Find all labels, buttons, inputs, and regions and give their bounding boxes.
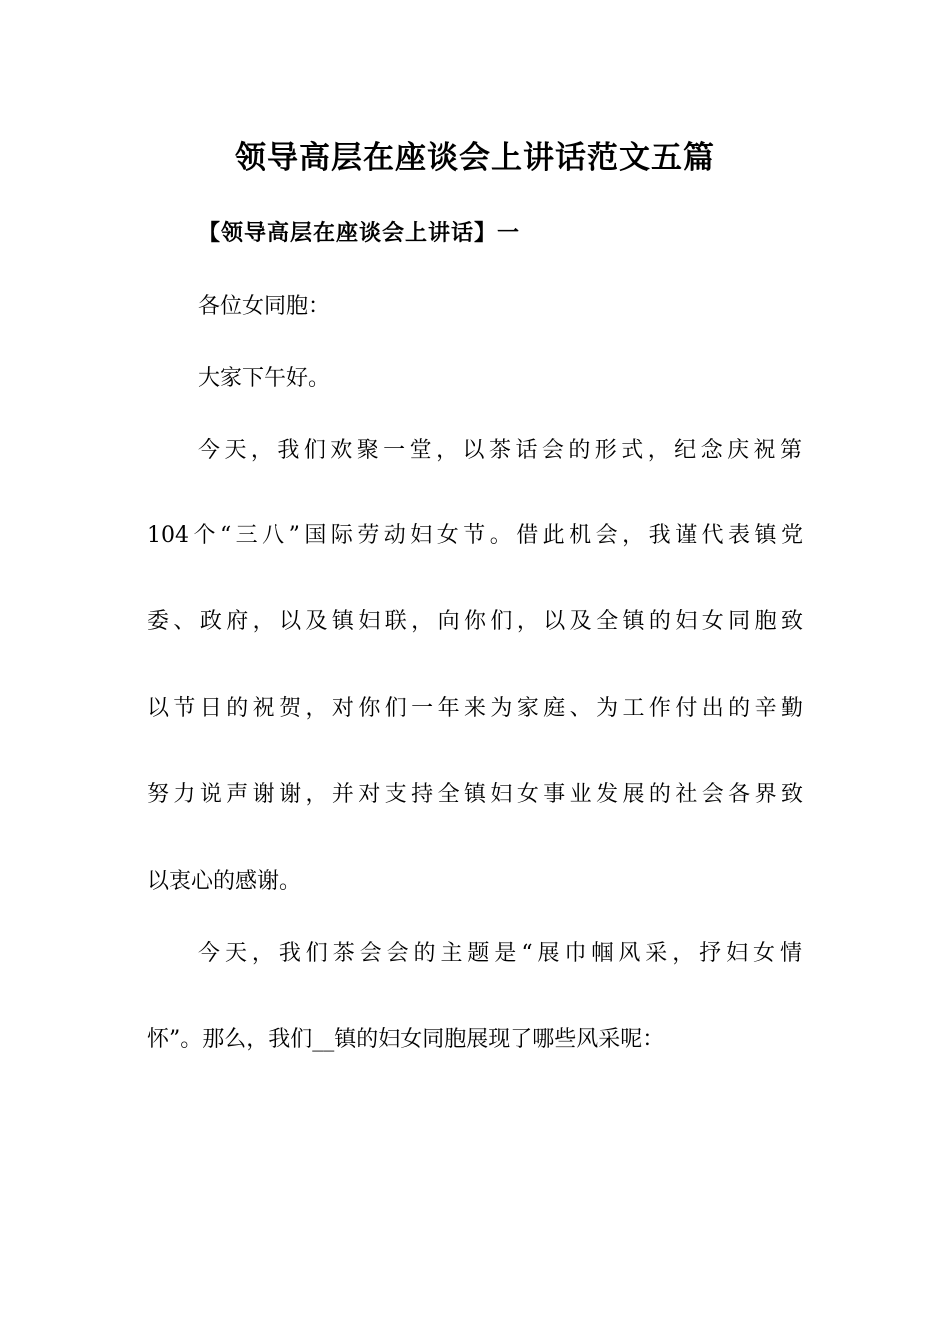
section-heading: 【领导高层在座谈会上讲话】一 bbox=[198, 221, 521, 246]
paragraph-line: 委、政府，以及镇妇联，向你们，以及全镇的妇女同胞致 bbox=[147, 609, 803, 634]
paragraph-line: 104个“三八”国际劳动妇女节。借此机会，我谨代表镇党 bbox=[147, 523, 803, 548]
salutation-line: 各位女同胞： bbox=[198, 294, 331, 319]
paragraph-line: 努力说声谢谢，并对支持全镇妇女事业发展的社会各界致 bbox=[147, 782, 803, 807]
paragraph-line: 怀”。那么，我们__镇的妇女同胞展现了哪些风采呢： bbox=[147, 1027, 665, 1052]
paragraph-line: 以衷心的感谢。 bbox=[147, 869, 302, 894]
paragraph-line: 今天，我们欢聚一堂，以茶话会的形式，纪念庆祝第 bbox=[198, 438, 802, 463]
paragraph-line: 今天，我们茶会会的主题是“展巾帼风采，抒妇女情 bbox=[198, 941, 802, 966]
greeting-line: 大家下午好。 bbox=[198, 366, 331, 391]
paragraph-line: 以节日的祝贺，对你们一年来为家庭、为工作付出的辛勤 bbox=[147, 696, 803, 721]
document-title: 领导高层在座谈会上讲话范文五篇 bbox=[235, 140, 715, 176]
